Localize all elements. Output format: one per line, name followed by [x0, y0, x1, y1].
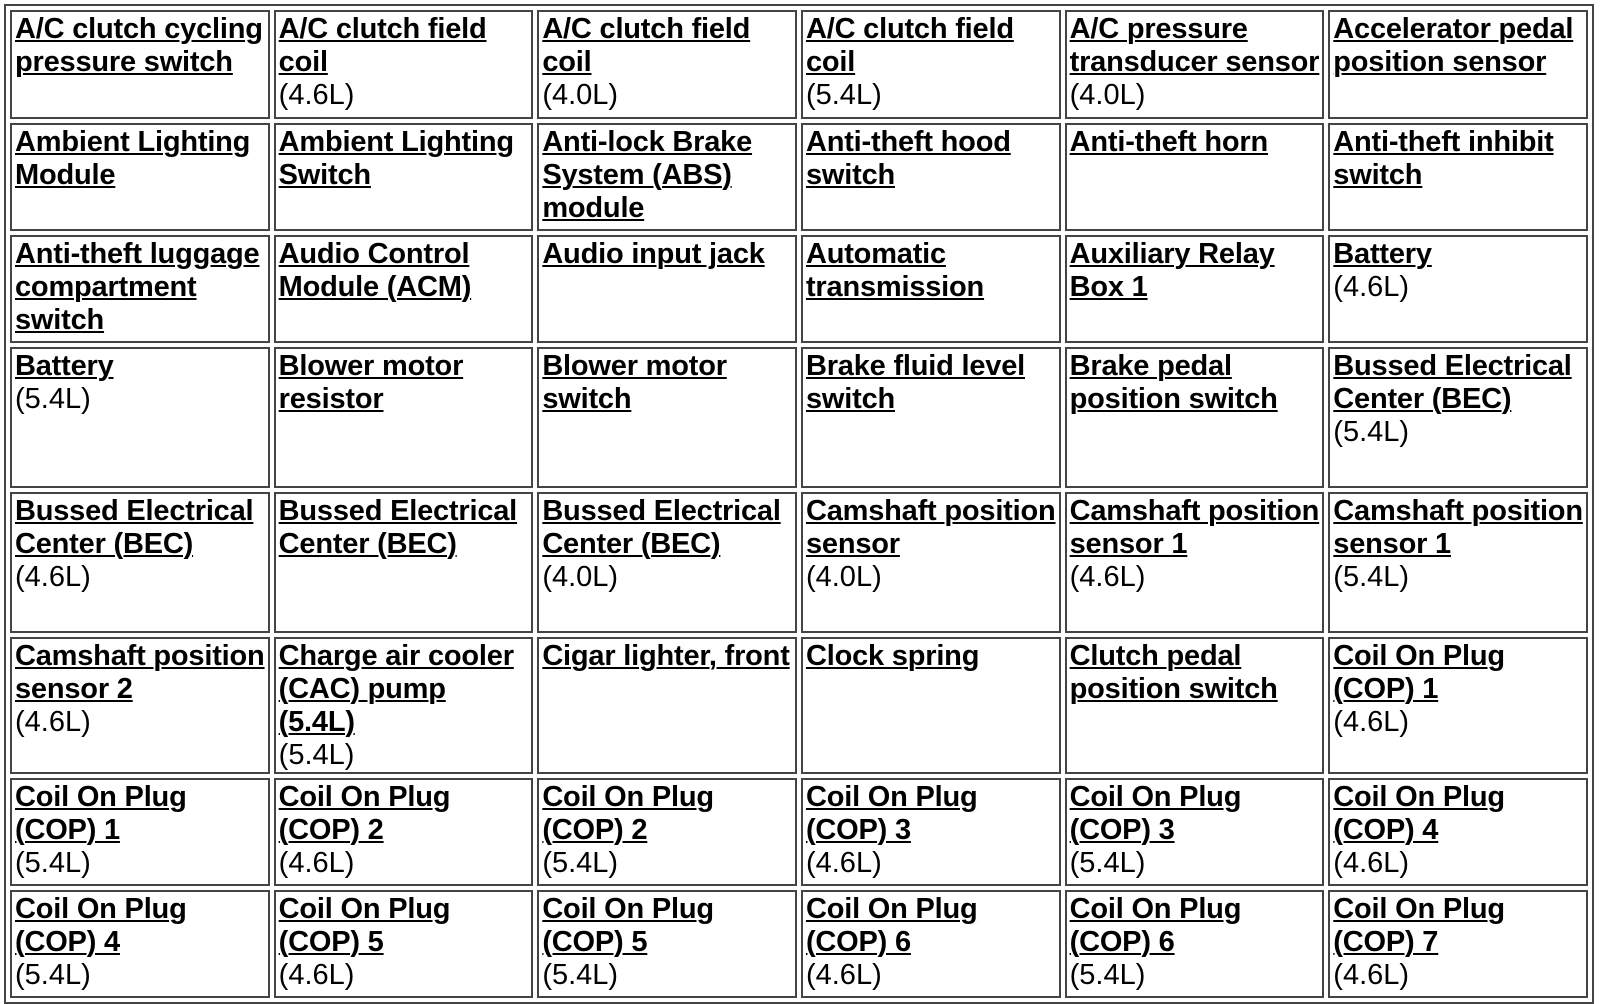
component-link[interactable]: Automatic transmission: [805, 238, 985, 303]
table-cell: [274, 637, 534, 774]
engine-variant-note: (4.6L): [1069, 561, 1146, 593]
table-cell: [1065, 235, 1325, 343]
engine-variant-note: (4.6L): [805, 847, 882, 879]
table-cell: [801, 492, 1061, 633]
component-link[interactable]: A/C clutch field coil: [278, 13, 487, 78]
table-cell: [537, 492, 797, 633]
table-cell: [10, 10, 270, 119]
table-cell: [1328, 10, 1588, 119]
table-cell: [537, 890, 797, 998]
table-cell: [801, 123, 1061, 231]
component-index-body: [10, 10, 1588, 998]
table-cell: [537, 235, 797, 343]
engine-variant-note: (4.6L): [15, 706, 91, 738]
table-cell: [10, 235, 270, 343]
component-link[interactable]: Bussed Electrical Center (BEC): [15, 495, 254, 560]
component-link[interactable]: Anti-theft luggage compartment switch: [15, 238, 260, 336]
engine-variant-note: (5.4L): [542, 847, 619, 879]
component-link[interactable]: Auxiliary Relay Box 1: [1069, 238, 1275, 303]
table-row: [10, 890, 1588, 998]
table-cell: [10, 890, 270, 998]
table-row: [10, 10, 1588, 119]
component-link[interactable]: Blower motor resistor: [278, 350, 464, 415]
component-link[interactable]: Bussed Electrical Center (BEC): [278, 495, 518, 560]
table-row: [10, 235, 1588, 343]
table-cell: [801, 637, 1061, 774]
component-link[interactable]: Brake pedal position switch: [1069, 350, 1278, 415]
table-cell: [1328, 637, 1588, 774]
engine-variant-note: (4.0L): [542, 561, 619, 593]
component-link[interactable]: Coil On Plug (COP) 3: [1069, 781, 1242, 846]
component-link[interactable]: Coil On Plug (COP) 2: [542, 781, 714, 846]
component-link[interactable]: Coil On Plug (COP) 3: [805, 781, 978, 846]
component-link[interactable]: Anti-lock Brake System (ABS) module: [542, 126, 753, 224]
component-link[interactable]: Camshaft position sensor 2: [15, 640, 265, 705]
table-cell: [801, 890, 1061, 998]
component-link[interactable]: Clock spring: [805, 640, 980, 672]
component-link[interactable]: A/C clutch cycling pressure switch: [15, 13, 263, 78]
engine-variant-note: (5.4L): [542, 959, 619, 991]
component-link[interactable]: Coil On Plug (COP) 2: [278, 781, 451, 846]
component-link[interactable]: Battery: [15, 350, 114, 382]
engine-variant-note: (5.4L): [15, 959, 91, 991]
table-cell: [1328, 492, 1588, 633]
table-row: [10, 123, 1588, 231]
engine-variant-note: (4.6L): [278, 959, 355, 991]
engine-variant-note: (4.0L): [1069, 79, 1146, 111]
table-row: [10, 778, 1588, 886]
component-link[interactable]: Coil On Plug (COP) 7: [1333, 893, 1505, 958]
component-link[interactable]: A/C clutch field coil: [542, 13, 751, 78]
table-cell: [1328, 235, 1588, 343]
component-link[interactable]: Coil On Plug (COP) 4: [1333, 781, 1505, 846]
component-link[interactable]: Coil On Plug (COP) 1: [15, 781, 187, 846]
engine-variant-note: (5.4L): [278, 739, 355, 771]
engine-variant-note: (4.0L): [542, 79, 619, 111]
component-link[interactable]: Blower motor switch: [542, 350, 727, 415]
table-cell: [10, 778, 270, 886]
table-cell: [10, 637, 270, 774]
component-link[interactable]: Anti-theft horn: [1069, 126, 1268, 158]
table-cell: [1328, 890, 1588, 998]
component-link[interactable]: Coil On Plug (COP) 5: [542, 893, 714, 958]
engine-variant-note: (5.4L): [1333, 561, 1410, 593]
component-link[interactable]: Coil On Plug (COP) 6: [1069, 893, 1242, 958]
table-cell: [10, 492, 270, 633]
table-cell: [1065, 10, 1325, 119]
engine-variant-note: (4.6L): [1333, 271, 1410, 303]
table-cell: [1065, 890, 1325, 998]
component-link[interactable]: Bussed Electrical Center (BEC): [1333, 350, 1572, 415]
component-link[interactable]: Coil On Plug (COP) 5: [278, 893, 451, 958]
engine-variant-note: (5.4L): [805, 79, 882, 111]
table-cell: [1065, 347, 1325, 488]
table-cell: [537, 123, 797, 231]
table-row: [10, 637, 1588, 774]
component-link[interactable]: A/C clutch field coil: [805, 13, 1014, 78]
engine-variant-note: (4.6L): [1333, 959, 1410, 991]
component-link[interactable]: Audio Control Module (ACM): [278, 238, 472, 303]
table-cell: [274, 778, 534, 886]
table-cell: [1065, 492, 1325, 633]
table-row: [10, 347, 1588, 488]
component-link[interactable]: Clutch pedal position switch: [1069, 640, 1278, 705]
table-cell: [537, 778, 797, 886]
table-cell: [274, 235, 534, 343]
table-cell: [801, 347, 1061, 488]
table-cell: [537, 347, 797, 488]
engine-variant-note: (4.6L): [15, 561, 91, 593]
component-index-table: [4, 4, 1594, 1004]
table-cell: [274, 347, 534, 488]
component-link[interactable]: Bussed Electrical Center (BEC): [542, 495, 781, 560]
component-link[interactable]: Battery: [1333, 238, 1432, 270]
component-link[interactable]: Anti-theft inhibit switch: [1333, 126, 1554, 191]
table-cell: [801, 10, 1061, 119]
engine-variant-note: (4.0L): [805, 561, 882, 593]
table-cell: [801, 778, 1061, 886]
table-cell: [537, 637, 797, 774]
table-cell: [1328, 123, 1588, 231]
table-cell: [1328, 347, 1588, 488]
table-cell: [1065, 123, 1325, 231]
engine-variant-note: (5.4L): [15, 383, 91, 415]
engine-variant-note: (5.4L): [1333, 416, 1410, 448]
component-link[interactable]: A/C pressure transducer sensor: [1069, 13, 1320, 78]
table-cell: [1065, 778, 1325, 886]
table-cell: [274, 123, 534, 231]
component-link[interactable]: Accelerator pedal position sensor: [1333, 13, 1574, 78]
engine-variant-note: (4.6L): [278, 847, 355, 879]
table-cell: [1328, 778, 1588, 886]
component-link[interactable]: Audio input jack: [542, 238, 765, 270]
component-link[interactable]: Camshaft position sensor: [805, 495, 1056, 560]
engine-variant-note: (4.6L): [278, 79, 355, 111]
component-link[interactable]: Cigar lighter, front: [542, 640, 790, 672]
table-cell: [801, 235, 1061, 343]
component-link[interactable]: Charge air cooler (CAC) pump (5.4L): [278, 640, 514, 738]
component-link[interactable]: Camshaft position sensor 1: [1069, 495, 1320, 560]
component-link[interactable]: Ambient Lighting Switch: [278, 126, 514, 191]
engine-variant-note: (5.4L): [15, 847, 91, 879]
table-row: [10, 492, 1588, 633]
table-cell: [10, 347, 270, 488]
table-cell: [1065, 637, 1325, 774]
engine-variant-note: (4.6L): [1333, 706, 1410, 738]
component-link[interactable]: Coil On Plug (COP) 4: [15, 893, 187, 958]
table-cell: [274, 890, 534, 998]
engine-variant-note: (4.6L): [805, 959, 882, 991]
table-cell: [274, 492, 534, 633]
component-link[interactable]: Coil On Plug (COP) 6: [805, 893, 978, 958]
component-link[interactable]: Ambient Lighting Module: [15, 126, 251, 191]
engine-variant-note: (5.4L): [1069, 959, 1146, 991]
engine-variant-note: (5.4L): [1069, 847, 1146, 879]
engine-variant-note: (4.6L): [1333, 847, 1410, 879]
table-cell: [274, 10, 534, 119]
table-cell: [537, 10, 797, 119]
component-link[interactable]: Brake fluid level switch: [805, 350, 1025, 415]
component-link[interactable]: Camshaft position sensor 1: [1333, 495, 1583, 560]
table-cell: [10, 123, 270, 231]
component-link[interactable]: Anti-theft hood switch: [805, 126, 1011, 191]
component-link[interactable]: Coil On Plug (COP) 1: [1333, 640, 1505, 705]
